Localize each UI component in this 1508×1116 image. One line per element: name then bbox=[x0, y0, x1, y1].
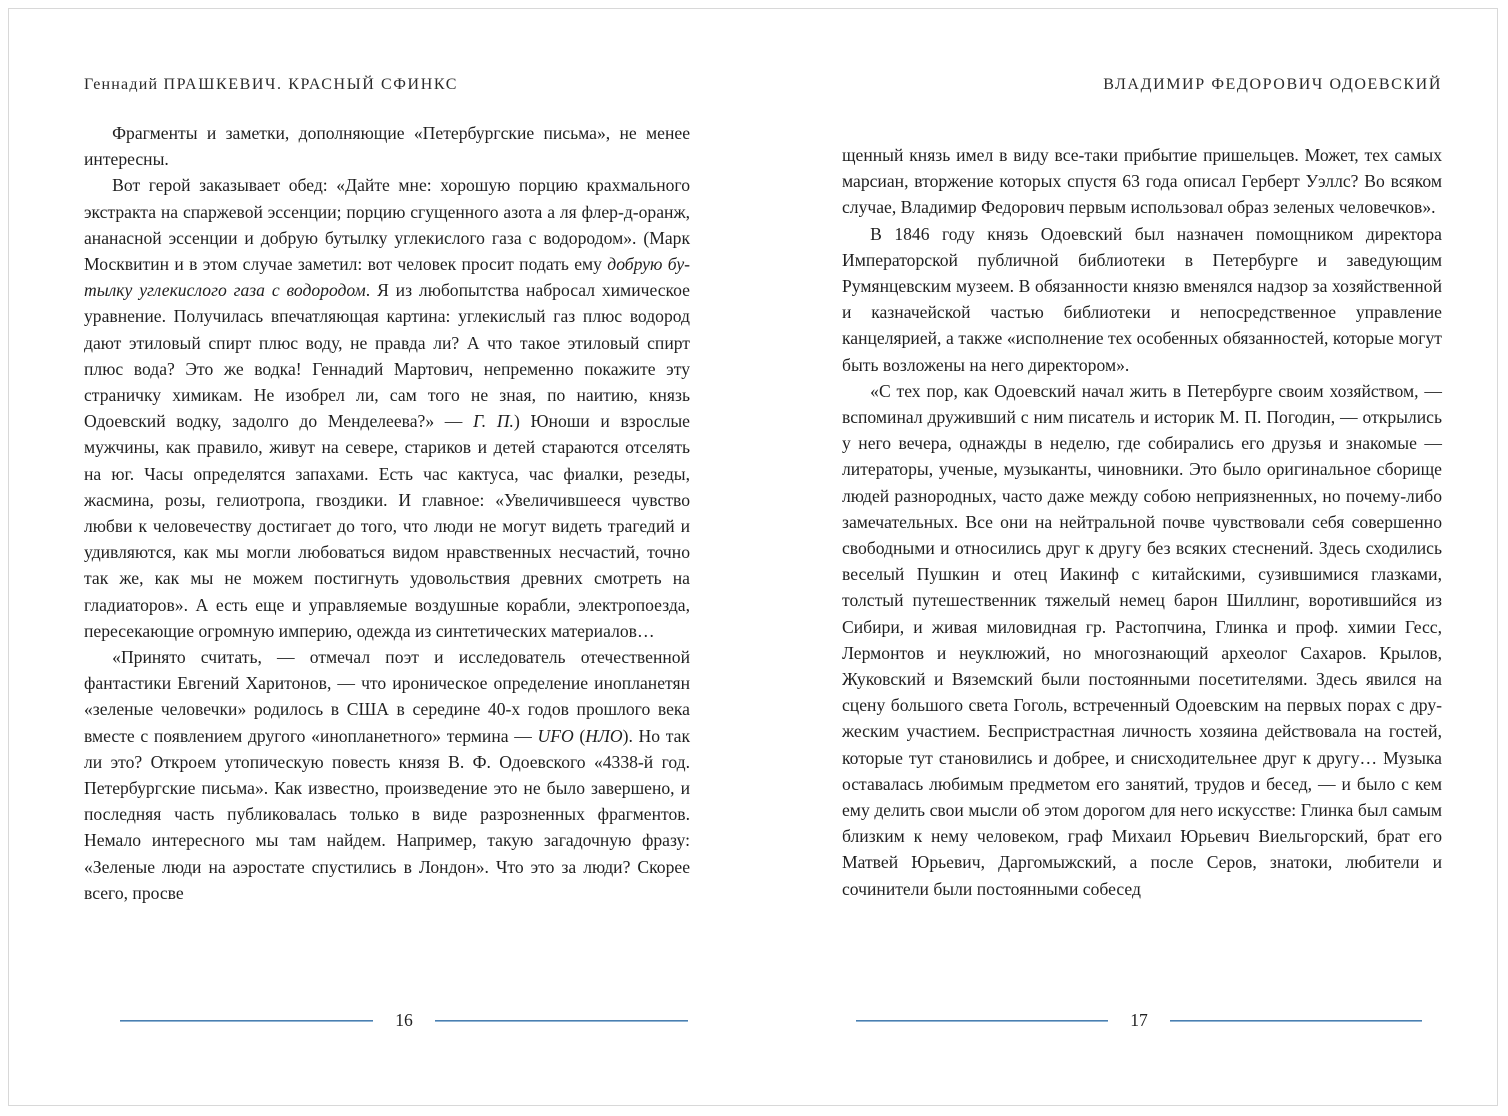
paragraph bbox=[842, 142, 1442, 221]
italic-run: Г. П. bbox=[473, 411, 514, 432]
text-run: В 1846 году князь Одоевский был назначен помощником директора Императорской публичной библиотеки в Петербурге и заведующим Румянцевским музеем. В обязанности князю вменялся надзор за хозяйственной и казначейской частью библиотеки и непосредственное управление канцелярией, а также «исполнение тех особенных обязанностей, которые могут быть возложены на него директором». bbox=[842, 223, 1442, 375]
text-run: «С тех пор, как Одоевский начал жить в Петербурге своим хозяйством, — вспоминал друживший с ним писатель и историк М. П. Погодин, — открылись у него вечера, однажды в неделю, где собирались его друзья и знакомые — литераторы, ученые, музыканты, чиновники. Это было оригинальное сборище людей разнородных, часто даже между собою неприязненных, но почему-либо замечательных. Все они на нейтральной почве чувствовали себя совершенно свободными и относились друг к другу без всяких стеснений. Здесь сходились веселый Пушкин и отец Иакинф с китайскими, сузившимися глазками, толстый путешественник тяжелый немец барон Шиллинг, воротившийся из Сибири, и живая миловидная гр. Растопчина, Глинка и проф. химии Гесс, Лермонтов и неуклюжий, но многознающий археолог Сахаров. Крылов, Жуковский и Вяземский были постоянными посетителями. Здесь явился на сцену большого света Гоголь, встреченный Одоевским на первых порах с дружеским участием. Беспристрастная личность хозяина действовала на гостей, которые тут становились и добрее, и снисходительнее друг к другу… Музыка оставалась любимым предметом его занятий, трудов и бесед, — и было с кем ему делить свои мысли об этом дорогом для него искусстве: Глинка был самым близким к нему человеком, граф Михаил Юрьевич Виельгорский, брат его Матвей Юрьевич, Даргомыжский, а после Серов, знатоки, любители и сочинители были постоянными собесед bbox=[842, 380, 1442, 899]
italic-run: НЛО bbox=[585, 725, 623, 746]
text-run: . Я из любопытства набросал химическое уравнение. Получилась впечатляющая картина: углекислый газ плюс водород дают этиловый спирт плюс воду, не правда ли? А что такое этиловый спирт плюс вода? Это же водка! Геннадий Мартович, непременно покажите эту страничку химикам. Не изобрел ли, сам того не зная, по наитию, князь Одоевский водку, задолго до Менделеева?» — bbox=[84, 280, 690, 432]
text-run: ) Юноши и взрослые мужчины, как правило, живут на севере, стариков и детей стараются отселять на юг. Часы определятся запахами. Есть час кактуса, час фиалки, резеды, жасмина, розы, гелиотропа, гвоздики. И главное: «Увеличившееся чувство любви к человечеству достигает до того, что люди не могут видеть трагедий и удивляются, как мы могли любоваться видом нравственных несчастий, точно так же, как мы не можем постигнуть удовольствия древних смотреть на гладиаторов». А есть еще и управляемые воздушные корабли, электропоезда, пересекающие огромную империю, одежда из синтетических материалов… bbox=[84, 411, 690, 641]
text-run: Фрагменты и заметки, дополняющие «Петербургские письма», не менее интересны. bbox=[84, 123, 690, 170]
running-head-author: Геннадий bbox=[84, 76, 159, 93]
folio-rule-right bbox=[435, 1020, 688, 1021]
page-number-right: 17 bbox=[1130, 1009, 1148, 1030]
page-number-left: 16 bbox=[395, 1009, 413, 1030]
folio-rule-left bbox=[856, 1020, 1108, 1021]
italic-run: добрую бутылку углекислого газа с водородом bbox=[84, 254, 690, 301]
text-run: «Принято считать, — отмечал поэт и исследователь отечественной фантастики Евгений Харитонов, — что ироническое определение инопланетян «зеленые человечки» родилось в США в середине 40-х годов прошлого века вместе с появлением другого «инопланетного» термина — bbox=[84, 647, 690, 746]
text-run: ). Но так ли это? Откроем утопическую повесть князя В. Ф. Одоевского «4338-й год. Петербургские письма». Как известно, произведение это не было завершено, и последняя часть публиковалась только в виде разрозненных фрагментов. Немало интересного мы там найдем. Например, такую загадочную фразу: «Зеленые люди на аэростате спустились в Лондон». Что это за люди? Скорее всего, просве bbox=[84, 725, 690, 903]
italic-run: UFO bbox=[537, 725, 574, 746]
left-page-body-text bbox=[84, 120, 690, 906]
folio-rule-right bbox=[1170, 1020, 1422, 1021]
right-page-folio bbox=[856, 1007, 1422, 1033]
text-run: щенный князь имел в виду все-таки прибытие пришельцев. Может, тех самых марсиан, вторжение которых спустя 63 года описал Герберт Уэллс? Во всяком случае, Владимир Федорович первым использовал образ зеленых человечков». bbox=[842, 145, 1442, 218]
left-page bbox=[84, 0, 690, 1116]
folio-rule-left bbox=[120, 1020, 373, 1021]
paragraph bbox=[84, 120, 690, 172]
running-head-book-title: ПРАШКЕВИЧ. КРАСНЫЙ СФИНКС bbox=[163, 76, 458, 93]
running-head-left bbox=[84, 76, 458, 94]
right-page-body-text bbox=[842, 142, 1442, 902]
left-page-folio bbox=[120, 1007, 688, 1033]
text-run: ( bbox=[573, 725, 586, 746]
running-head-right bbox=[1103, 76, 1442, 94]
paragraph bbox=[84, 172, 690, 644]
running-head-chapter-title: ВЛАДИМИР ФЕДОРОВИЧ ОДОЕВСКИЙ bbox=[1103, 76, 1442, 93]
text-run: Вот герой заказывает обед: «Дайте мне: хорошую порцию крахмального экстракта на спаржевой эссенции; порцию сгущенного азота а ля флер-д-оранж, ананасной эссенции и добрую бутылку углекислого газа с водородом». (Марк Москвитин и в этом случае заметил: вот человек просит подать ему bbox=[84, 175, 690, 275]
paragraph bbox=[842, 221, 1442, 378]
paragraph bbox=[84, 644, 690, 906]
right-page bbox=[842, 0, 1442, 1116]
paragraph bbox=[842, 378, 1442, 902]
